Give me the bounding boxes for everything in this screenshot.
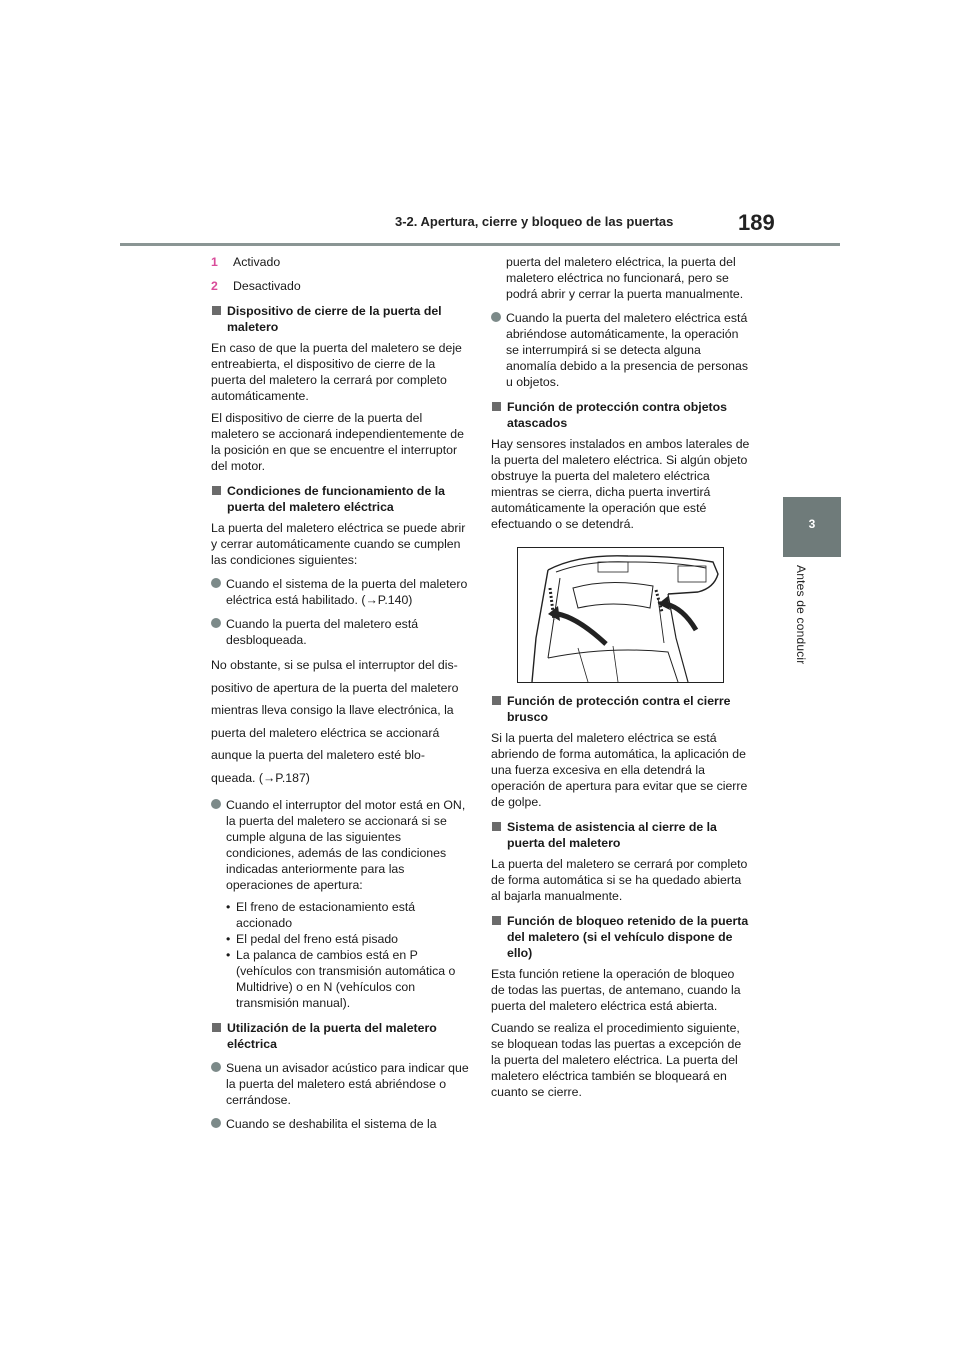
square-bullet-icon (492, 402, 501, 411)
section-heading: Función de bloqueo retenido de la puerta del maletero (si el vehículo dispone de ello) (491, 913, 751, 961)
paragraph: Cuando se realiza el procedimiento siguiente, se bloquean todas las puertas a excepción de la puerta del maletero eléctrica. La puerta del maletero eléctrica también se bloqueará en cuanto se cierre. (491, 1021, 742, 1099)
bullet-item: Cuando la puerta del maletero está desbloqueada. (211, 616, 471, 648)
tailgate-sensor-illustration-icon (517, 547, 724, 683)
numbered-item (211, 254, 471, 270)
section-title: 3-2. Apertura, cierre y bloqueo de las puertas (395, 214, 674, 229)
round-bullet-icon (211, 578, 221, 588)
bullet-item: Cuando el interruptor del motor está en ON, la puerta del maletero se accionará si se cumple alguna de las siguientes condiciones, además de las condiciones indicadas anteriormente para las operaciones de apertura: (211, 797, 471, 893)
left-column (211, 254, 471, 1138)
section-heading: Sistema de asistencia al cierre de la puerta del maletero (491, 819, 751, 851)
round-bullet-icon (491, 312, 501, 322)
paragraph: La puerta del maletero se cerrará por completo de forma automática si se ha quedado abierta al bajarla manualmente. (491, 857, 748, 903)
paragraph: En caso de que la puerta del maletero se deje entreabierta, el dispositivo de cierre de la puerta del maletero la cerrará por completo automáticamente. (211, 341, 462, 403)
bullet-item: Cuando se deshabilita el sistema de la (211, 1116, 471, 1132)
round-bullet-icon (211, 618, 221, 628)
bullet-item: Suena un avisador acústico para indicar que la puerta del maletero está abriéndose o cerrándose. (211, 1060, 471, 1108)
paragraph: Hay sensores instalados en ambos laterales de la puerta del maletero eléctrica. Si algún objeto obstruye la puerta del maletero eléctrica mientras se cierra, dicha puerta invertirá automáticamente la operación que esté efectuando o se detendrá. (491, 437, 750, 531)
loose-paragraph: No obstante, si se pulsa el interruptor del dis- positivo de apertura de la puerta del maletero mientras lleva consigo la llave electrónica, la puerta del maletero eléctrica se accionará aunque la puerta del maletero esté blo- queada. (→P.187) (211, 658, 459, 785)
section-heading: Función de protección contra el cierre brusco (491, 693, 751, 725)
paragraph: El dispositivo de cierre de la puerta del maletero se accionará independientemente de la posición en que se encuentre el interruptor del motor. (211, 411, 464, 473)
round-bullet-icon (211, 1118, 221, 1128)
numbered-item (211, 278, 471, 294)
square-bullet-icon (212, 306, 221, 315)
header-divider (120, 243, 840, 246)
item-number: 2 (211, 279, 218, 293)
section-heading: Dispositivo de cierre de la puerta del maletero (211, 303, 471, 335)
sub-item: • El freno de estacionamiento está accionado (226, 900, 416, 930)
square-bullet-icon (212, 486, 221, 495)
bullet-item: Cuando el sistema de la puerta del maletero eléctrica está habilitado. (→P.140) (211, 576, 471, 608)
page-number: 189 (738, 210, 775, 235)
sub-item: • La palanca de cambios está en P (vehículos con transmisión automática o Multidrive) o en N (vehículos con transmisión manual). (226, 948, 456, 1010)
round-bullet-icon (211, 799, 221, 809)
sub-item: • El pedal del freno está pisado (226, 932, 399, 946)
paragraph: Esta función retiene la operación de bloqueo de todas las puertas, de antemano, cuando la puerta del maletero eléctrica está abierta. (491, 967, 741, 1013)
item-text: Activado (233, 255, 281, 269)
paragraph: puerta del maletero eléctrica, la puerta del maletero eléctrica no funcionará, pero se podrá abrir y cerrar la puerta manualmente. (506, 255, 744, 301)
item-text: Desactivado (233, 279, 301, 293)
square-bullet-icon (492, 696, 501, 705)
round-bullet-icon (211, 1062, 221, 1072)
right-column (491, 254, 751, 1106)
paragraph: Si la puerta del maletero eléctrica se está abriendo de forma automática, la aplicación de una fuerza excesiva en ella detendrá la operación de apertura para evitar que se cierre de golpe. (491, 731, 748, 809)
paragraph: La puerta del maletero eléctrica se puede abrir y cerrar automáticamente cuando se cumplen las condiciones siguientes: (211, 521, 466, 567)
chapter-label: Antes de conducir (794, 565, 808, 665)
square-bullet-icon (492, 916, 501, 925)
chapter-number: 3 (808, 517, 816, 531)
square-bullet-icon (492, 822, 501, 831)
bullet-item: Cuando la puerta del maletero eléctrica está abriéndose automáticamente, la operación se interrumpirá si se detecta alguna anomalía debido a la presencia de personas u objetos. (491, 310, 751, 390)
section-heading: Utilización de la puerta del maletero eléctrica (211, 1020, 471, 1052)
item-number: 1 (211, 255, 218, 269)
square-bullet-icon (212, 1023, 221, 1032)
section-heading: Función de protección contra objetos atascados (491, 399, 751, 431)
section-heading: Condiciones de funcionamiento de la puerta del maletero eléctrica (211, 483, 471, 515)
